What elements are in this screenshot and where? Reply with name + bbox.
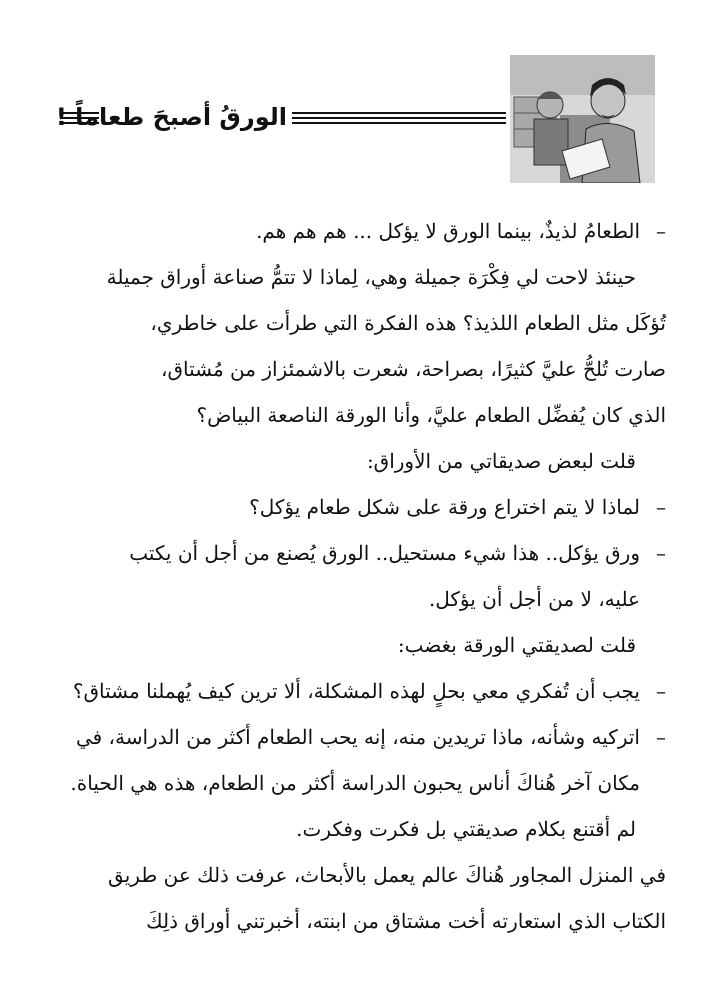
dialogue-continuation: مكان آخر هُناكَ أناس يحبون الدراسة أكثر من الطعام، هذه هي الحياة. xyxy=(70,771,640,795)
paragraph-line: لم أقتنع بكلام صديقتي بل فكرت وفكرت. xyxy=(296,817,636,841)
chapter-title: الورقُ أصبحَ طعاماً ! xyxy=(55,103,287,131)
dialogue-line-3 xyxy=(58,530,666,576)
decorative-rule-left xyxy=(63,112,99,124)
dialogue-continuation: عليه، لا من أجل أن يؤكل. xyxy=(428,587,640,611)
paragraph-line: صارت تُلحُّ عليَّ كثيرًا، بصراحة، شعرت بالاشمئزاز من مُشتاق، xyxy=(161,357,666,381)
paragraph-line: الذي كان يُفضِّل الطعام عليَّ، وأنا الورقة الناصعة البياض؟ xyxy=(196,403,666,427)
dialogue-dash: – xyxy=(656,679,666,703)
dialogue-text: لماذا لا يتم اختراع ورقة على شكل طعام يؤكل؟ xyxy=(249,495,640,519)
illustration-drawing xyxy=(510,55,655,183)
article-body xyxy=(58,208,666,944)
dialogue-text: اتركيه وشأنه، ماذا تريدين منه، إنه يحب الطعام أكثر من الدراسة، في xyxy=(75,725,640,749)
dialogue-dash: – xyxy=(656,495,666,519)
dialogue-dash: – xyxy=(656,219,666,243)
paragraph-line: في المنزل المجاور هُناكَ عالم يعمل بالأبحاث، عرفت ذلك عن طريق xyxy=(108,863,666,887)
decorative-rule-right xyxy=(292,112,506,124)
dialogue-line-4 xyxy=(58,668,666,714)
chapter-illustration xyxy=(510,55,655,183)
dialogue-dash: – xyxy=(656,541,666,565)
dialogue-dash: – xyxy=(656,725,666,749)
paragraph-line: قلت لبعض صديقاتي من الأوراق: xyxy=(366,449,636,473)
dialogue-line-5 xyxy=(58,714,666,760)
paragraph-line: قلت لصديقتي الورقة بغضب: xyxy=(397,633,636,657)
dialogue-text: الطعامُ لذيذٌ، بينما الورق لا يؤكل ... هم هم هم. xyxy=(256,219,640,243)
dialogue-line-2 xyxy=(58,484,666,530)
paragraph-line: حينئذ لاحت لي فِكْرَة جميلة وهي، لِماذا لا تتمُّ صناعة أوراق جميلة xyxy=(106,265,636,289)
dialogue-text: ورق يؤكل.. هذا شيء مستحيل.. الورق يُصنع من أجل أن يكتب xyxy=(129,541,640,565)
dialogue-line-1 xyxy=(58,208,666,254)
paragraph-line: الكتاب الذي استعارته أخت مشتاق من ابنته، أخبرتني أوراق ذلِكَ xyxy=(146,909,666,933)
chapter-header xyxy=(55,55,665,185)
paragraph-line: تُؤكَل مثل الطعام اللذيذ؟ هذه الفكرة التي طرأت على خاطري، xyxy=(150,311,666,335)
dialogue-text: يجب أن تُفكري معي بحلٍ لهذه المشكلة، ألا ترين كيف يُهملنا مشتاق؟ xyxy=(72,679,640,703)
